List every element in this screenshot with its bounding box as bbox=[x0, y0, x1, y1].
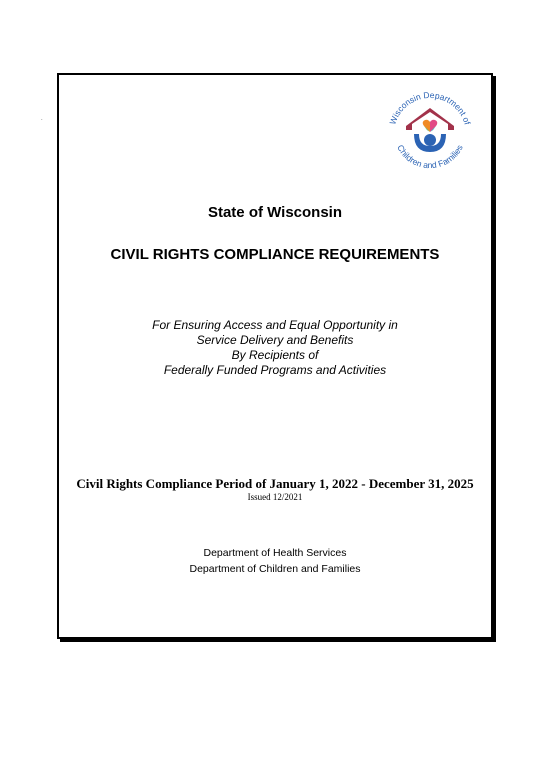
dcf-bottom-text: Children and Families bbox=[395, 143, 465, 171]
issued-date: Issued 12/2021 bbox=[247, 492, 303, 502]
dcf-logo bbox=[380, 82, 480, 182]
period-range: January 1, 2022 - December 31, 2025 bbox=[269, 476, 474, 491]
stray-dot: . bbox=[41, 116, 43, 122]
department-name: Department of Health Services bbox=[203, 547, 347, 559]
compliance-period bbox=[57, 476, 493, 492]
subtitle-line: Federally Funded Programs and Activities bbox=[163, 363, 387, 377]
subtitle-line: Service Delivery and Benefits bbox=[196, 333, 354, 347]
subtitle-line: By Recipients of bbox=[231, 348, 319, 362]
subtitle-line: For Ensuring Access and Equal Opportunity in bbox=[152, 318, 398, 332]
title-main: CIVIL RIGHTS COMPLIANCE REQUIREMENTS bbox=[110, 246, 440, 263]
house-heart-icon bbox=[406, 108, 454, 152]
title-state: State of Wisconsin bbox=[207, 204, 343, 221]
departments bbox=[57, 545, 493, 577]
period-label: Civil Rights Compliance Period of bbox=[76, 476, 267, 491]
department-name: Department of Children and Families bbox=[189, 563, 361, 575]
dcf-arc-text: Wisconsin Department of bbox=[387, 89, 473, 126]
subtitle-block bbox=[57, 318, 493, 378]
